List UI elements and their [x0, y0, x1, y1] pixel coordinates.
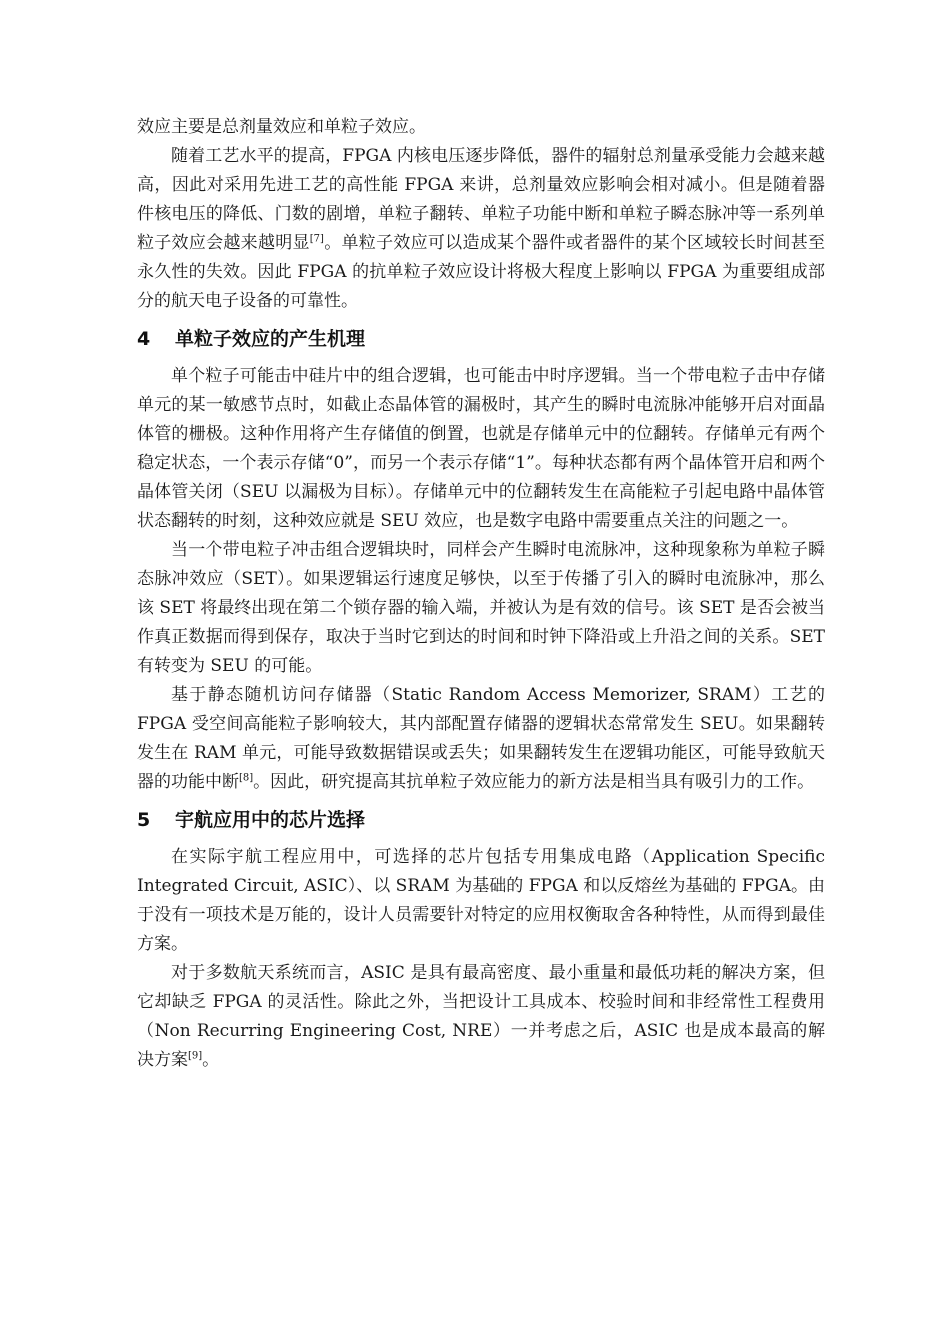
- paragraph-text: 。单粒子效应可以造成某个器件或者器件的某个区域较长时间甚至永久性的失效。因此 FPGA 的抗单粒子效应设计将极大程度上影响以 FPGA 为重要组成部分的航天电子设备的可靠性。: [137, 233, 826, 311]
- body-paragraph: [137, 536, 825, 681]
- body-paragraph: [137, 681, 825, 797]
- body-paragraph: [137, 843, 825, 959]
- paragraph-text: 基于静态随机访问存储器（Static Random Access Memorizer, SRAM）工艺的 FPGA 受空间高能粒子影响较大，其内部配置存储器的逻辑状态常常发生 SEU。如果翻转发生在 RAM 单元，可能导致数据错误或丢失；如果翻转发生在逻辑功能区，可能导致航天器的功能中断: [137, 685, 825, 792]
- paragraph-text: 对于多数航天系统而言，ASIC 是具有最高密度、最小重量和最低功耗的解决方案，但它却缺乏 FPGA 的灵活性。除此之外，当把设计工具成本、校验时间和非经常性工程费用（Non Recurring Engineering Cost, NRE）一并考虑之后，ASIC 也是成本最高的解决方案: [137, 963, 825, 1070]
- document-body: [137, 113, 825, 1075]
- paragraph-text: 当一个带电粒子冲击组合逻辑块时，同样会产生瞬时电流脉冲，这种现象称为单粒子瞬态脉冲效应（SET）。如果逻辑运行速度足够快，以至于传播了引入的瞬时电流脉冲，那么该 SET 将最终出现在第二个锁存器的输入端，并被认为是有效的信号。该 SET 是否会被当作真正数据而得到保存，取决于当时它到达的时间和时钟下降沿或上升沿之间的关系。SET 有转变为 SEU 的可能。: [137, 540, 825, 676]
- body-paragraph: [137, 113, 825, 142]
- section-4-heading: [137, 324, 825, 354]
- section-4-number: 4: [137, 328, 151, 350]
- section-4-paragraphs: [137, 362, 825, 797]
- section-5-paragraphs: [137, 843, 825, 1075]
- citation-reference: [8]: [239, 772, 254, 784]
- citation-reference: [9]: [188, 1050, 203, 1062]
- paragraph-text: 单个粒子可能击中硅片中的组合逻辑，也可能击中时序逻辑。当一个带电粒子击中存储单元的某一敏感节点时，如截止态晶体管的漏极时，其产生的瞬时电流脉冲能够开启对面晶体管的栅极。这种作用将产生存储值的倒置，也就是存储单元中的位翻转。存储单元有两个稳定状态，一个表示存储“0”，而另一个表示存储“1”。每种状态都有两个晶体管开启和两个晶体管关闭（SEU 以漏极为目标）。存储单元中的位翻转发生在高能粒子引起电路中晶体管状态翻转的时刻，这种效应就是 SEU 效应，也是数字电路中需要重点关注的问题之一。: [137, 366, 825, 531]
- section-5-heading: [137, 805, 825, 835]
- body-paragraph: [137, 142, 825, 316]
- paragraph-text: 。: [202, 1050, 220, 1070]
- body-paragraph: [137, 959, 825, 1075]
- intro-paragraphs: [137, 113, 825, 316]
- citation-reference: [7]: [309, 233, 324, 245]
- section-5-number: 5: [137, 809, 151, 831]
- section-5-title: 宇航应用中的芯片选择: [175, 809, 366, 831]
- paragraph-text: 随着工艺水平的提高，FPGA 内核电压逐步降低，器件的辐射总剂量承受能力会越来越高，因此对采用先进工艺的高性能 FPGA 来讲，总剂量效应影响会相对减小。但是随着器件核电压的降低、门数的剧增，单粒子翻转、单粒子功能中断和单粒子瞬态脉冲等一系列单粒子效应会越来越明显: [137, 146, 825, 253]
- section-4-title: 单粒子效应的产生机理: [175, 328, 366, 350]
- paragraph-text: 在实际宇航工程应用中，可选择的芯片包括专用集成电路（Application Specific Integrated Circuit, ASIC）、以 SRAM 为基础的 FPGA 和以反熔丝为基础的 FPGA。由于没有一项技术是万能的，设计人员需要针对特定的应用权衡取舍各种特性，从而得到最佳方案。: [137, 847, 825, 954]
- paragraph-text: 效应主要是总剂量效应和单粒子效应。: [137, 117, 426, 137]
- body-paragraph: [137, 362, 825, 536]
- paragraph-text: 。因此，研究提高其抗单粒子效应能力的新方法是相当具有吸引力的工作。: [253, 772, 815, 792]
